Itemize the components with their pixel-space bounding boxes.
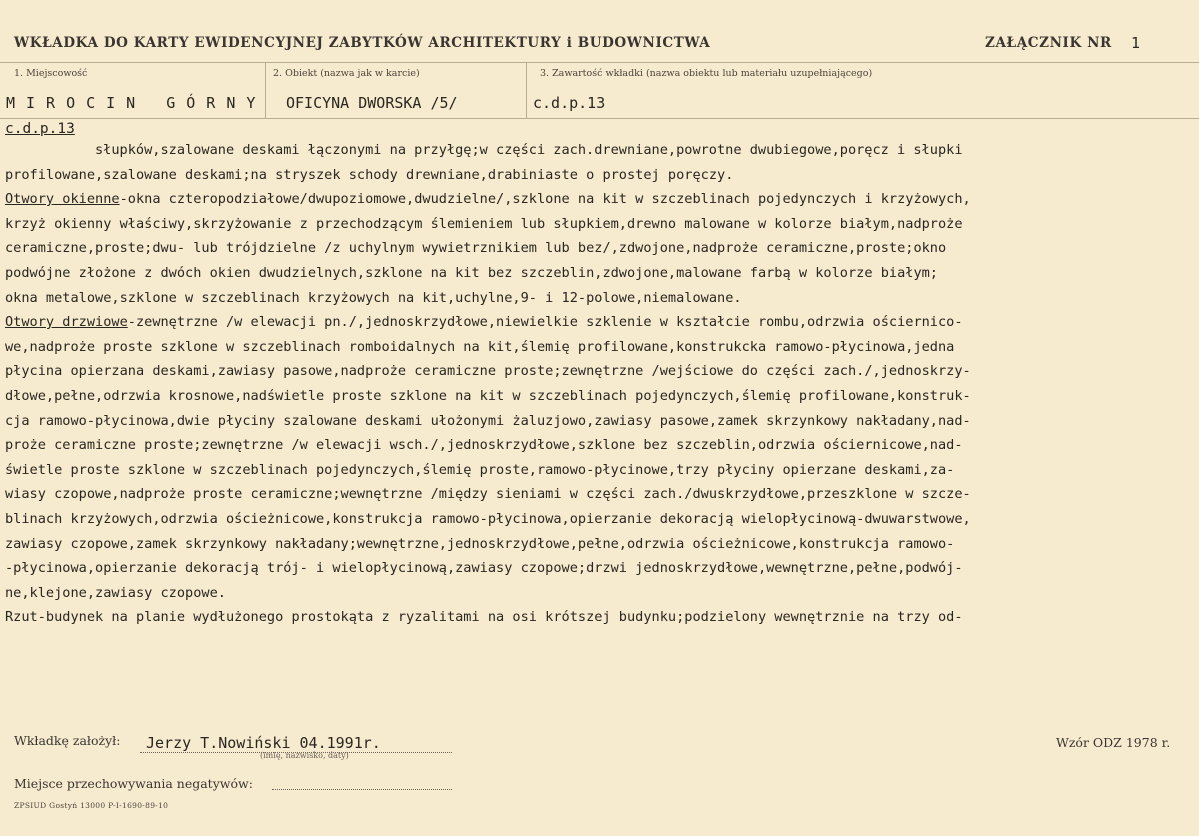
text-line: krzyż okienny właściwy,skrzyżowanie z przechodzącym ślemieniem lub słupkiem,drewno malowane w kolorze białym,nadproże <box>5 215 963 232</box>
continuation-heading: c.d.p.13 <box>5 121 75 137</box>
text-line: blinach krzyżowych,odrzwia ościeżnicowe,konstrukcja ramowo-płycinowa,opierzanie dekoracją wielopłycinową-dwuwarstwowe, <box>5 510 971 527</box>
filled-by-value: Jerzy T.Nowiński 04.1991r. <box>146 734 381 752</box>
description-body <box>5 138 1195 630</box>
locality-value: MIROCIN GÓRNY <box>6 94 267 112</box>
object-label: 2. Obiekt (nazwa jak w karcie) <box>273 68 420 79</box>
form-code: Wzór ODZ 1978 r. <box>1056 735 1171 750</box>
text-line: proże ceramiczne proste;zewnętrzne /w elewacji wsch./,jednoskrzydłowe,szklone bez szczeblin,odrzwia ościernicowe,nad- <box>5 437 963 454</box>
text-line: świetle proste szklone w szczeblinach pojedynczych,ślemię proste,ramowo-płycinowe,trzy płyciny opierzane deskami,za- <box>5 461 955 478</box>
header-bottom-rule <box>0 118 1199 119</box>
doors-heading: Otwory drzwiowe <box>5 314 128 331</box>
form-title: WKŁADKA DO KARTY EWIDENCYJNEJ ZABYTKÓW ARCHITEKTURY i BUDOWNICTWA <box>14 35 711 51</box>
text-line: profilowane,szalowane deskami;na stryszek schody drewniane,drabiniaste o prostej poręczy. <box>5 166 734 183</box>
text-line: we,nadproże proste szklone w szczeblinach romboidalnych na kit,ślemię profilowane,konstrukcka ramowo-płycinowa,jedna <box>5 338 955 355</box>
text-line: dłowe,pełne,odrzwia krosnowe,nadświetle proste szklone na kit w szczeblinach pojedynczych,ślemię profilowane,konstruk- <box>5 387 971 404</box>
text-line: zawiasy czopowe,zamek skrzynkowy nakładany;wewnętrzne,jednoskrzydłowe,pełne,odrzwia ościeżnicowe,konstrukcja ramowo- <box>5 535 955 552</box>
text-line-rest: -okna czteropodziałowe/dwupoziomowe,dwudzielne/,szklone na kit w szczeblinach pojedynczych i krzyżowych, <box>119 191 971 208</box>
negatives-line <box>272 789 452 790</box>
text-line <box>5 187 1195 212</box>
text-line <box>5 310 1195 335</box>
text-line: wiasy czopowe,nadproże proste ceramiczne;wewnętrzne /między sieniami w części zach./dwuskrzydłowe,przeszklone w szcze- <box>5 486 971 503</box>
text-line: -płycinowa,opierzanie dekoracją trój- i wielopłycinową,zawiasy czopowe;drzwi jednoskrzydłowe,wewnętrzne,pełne,podwój- <box>5 560 963 577</box>
field-divider-2 <box>526 62 527 119</box>
annex-number: 1 <box>1131 34 1141 52</box>
object-value: OFICYNA DWORSKA /5/ <box>286 94 458 112</box>
text-line: słupków,szalowane deskami łączonymi na przyłgę;w części zach.drewniane,powrotne dwubiegowe,poręcz i słupki <box>95 142 963 158</box>
text-line: cja ramowo-płycinowa,dwie płyciny szalowane deskami ułożonymi żaluzjowo,zawiasy pasowe,zamek skrzynkowy nakładany,nad- <box>5 412 971 429</box>
text-line: ne,klejone,zawiasy czopowe. <box>5 584 226 601</box>
content-label: 3. Zawartość wkładki (nazwa obiektu lub materiału uzupełniającego) <box>540 68 873 79</box>
header-top-rule <box>0 62 1199 63</box>
text-line: okna metalowe,szklone w szczeblinach krzyżowych na kit,uchylne,9- i 12-polowe,niemalowane. <box>5 289 742 306</box>
windows-heading: Otwory okienne <box>5 191 120 208</box>
annex-label: ZAŁĄCZNIK NR <box>985 35 1112 51</box>
content-value: c.d.p.13 <box>533 94 606 112</box>
text-line: podwójne złożone z dwóch okien dwudzielnych,szklone na kit bez szczeblin,zdwojone,malowane farbą w kolorze białym; <box>5 264 938 281</box>
text-line: ceramiczne,proste;dwu- lub trójdzielne /z uchylnym wywietrznikiem lub bez/,zdwojone,nadproże ceramiczne,proste;okno <box>5 240 947 257</box>
negatives-label: Miejsce przechowywania negatywów: <box>14 776 253 791</box>
locality-label: 1. Miejscowość <box>14 68 88 79</box>
text-line-rest: -zewnętrzne /w elewacji pn./,jednoskrzydłowe,niewielkie szklenie w kształcie rombu,odrzwia ościernico- <box>127 314 963 331</box>
text-line: Rzut-budynek na planie wydłużonego prostokąta z ryzalitami na osi krótszej budynku;podzielony wewnętrznie na trzy od- <box>5 609 963 626</box>
text-line: płycina opierzana deskami,zawiasy pasowe,nadproże ceramiczne proste;zewnętrzne /wejściowe do części zach./,jednoskrzy- <box>5 363 971 380</box>
filled-by-label: Wkładkę założył: <box>14 733 121 748</box>
filled-by-hint: (imię, nazwisko, daty) <box>260 751 349 760</box>
printer-note: ZPSIUD Gostyń 13000 P-I-1690-89-10 <box>14 801 169 810</box>
